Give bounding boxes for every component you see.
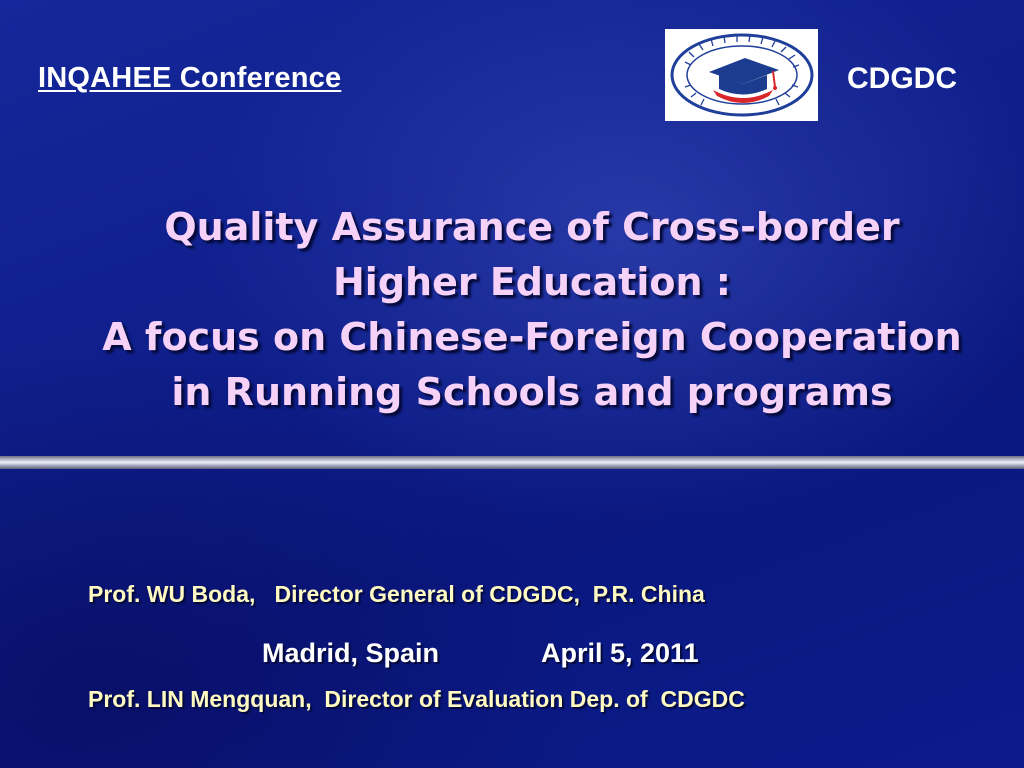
conference-title: INQAHEE Conference xyxy=(38,62,342,94)
title-line: Quality Assurance of Cross-border xyxy=(164,205,900,249)
organization-name: CDGDC xyxy=(847,62,957,95)
title-line: in Running Schools and programs xyxy=(171,370,893,414)
presentation-date: April 5, 2011 xyxy=(541,638,699,668)
graduation-cap-seal-icon xyxy=(669,32,815,118)
author-wu-boda: Prof. WU Boda, Director General of CDGDC, P.R. China xyxy=(88,581,705,607)
location: Madrid, Spain xyxy=(262,638,440,668)
title-line: Higher Education : xyxy=(333,260,731,304)
presentation-title xyxy=(40,200,1024,420)
title-line: A focus on Chinese-Foreign Cooperation xyxy=(102,315,962,359)
divider-bar xyxy=(0,456,1024,469)
cdgdc-logo xyxy=(665,29,818,121)
author-lin-mengquan: Prof. LIN Mengquan, Director of Evaluation Dep. of CDGDC xyxy=(88,686,745,712)
